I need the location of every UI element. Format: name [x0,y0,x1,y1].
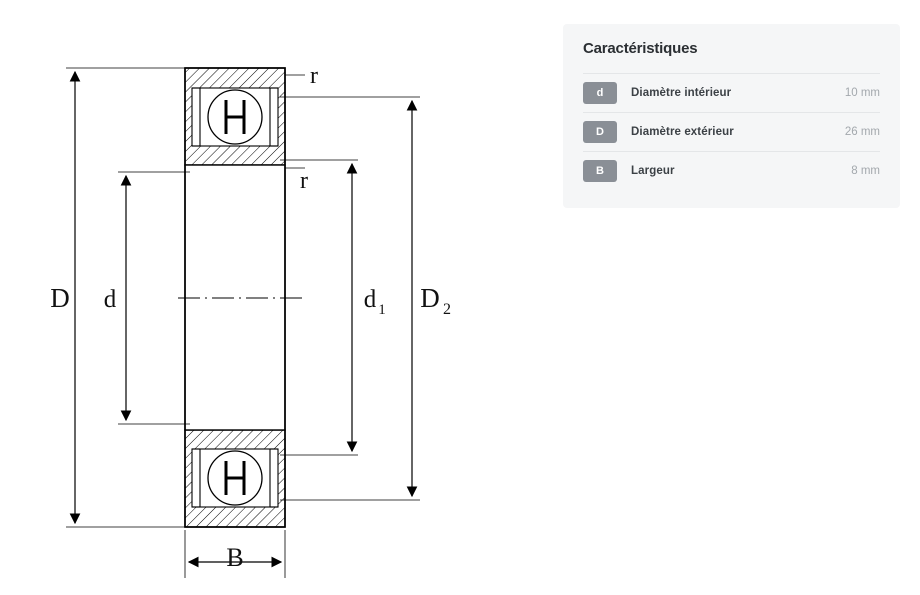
spec-row-width [583,151,880,190]
symbol-badge-D: D [583,121,617,143]
spec-value-inner-diameter: 10 mm [844,87,880,99]
spec-value-outer-diameter: 26 mm [844,126,880,138]
label-D: D [50,283,70,313]
panel-title: Caractéristiques [583,40,698,57]
label-r-top: r [310,63,318,89]
label-d: d [103,286,117,313]
label-d1: d [363,286,377,313]
bearing-body [178,68,305,527]
spec-label-width: Largeur [631,165,675,177]
label-r-middle: r [300,168,308,194]
label-d1-subscript: 1 [378,302,386,318]
symbol-badge-d: d [583,82,617,104]
spec-label-inner-diameter: Diamètre intérieur [631,87,732,99]
symbol-badge-B: B [583,160,617,182]
label-B: B [226,543,244,572]
label-D2: D [420,283,440,313]
spec-row-outer-diameter [583,112,880,151]
spec-row-inner-diameter [583,73,880,112]
characteristics-panel [563,24,900,208]
spec-label-outer-diameter: Diamètre extérieur [631,126,734,138]
label-D2-subscript: 2 [443,301,451,318]
spec-value-width: 8 mm [851,165,880,177]
